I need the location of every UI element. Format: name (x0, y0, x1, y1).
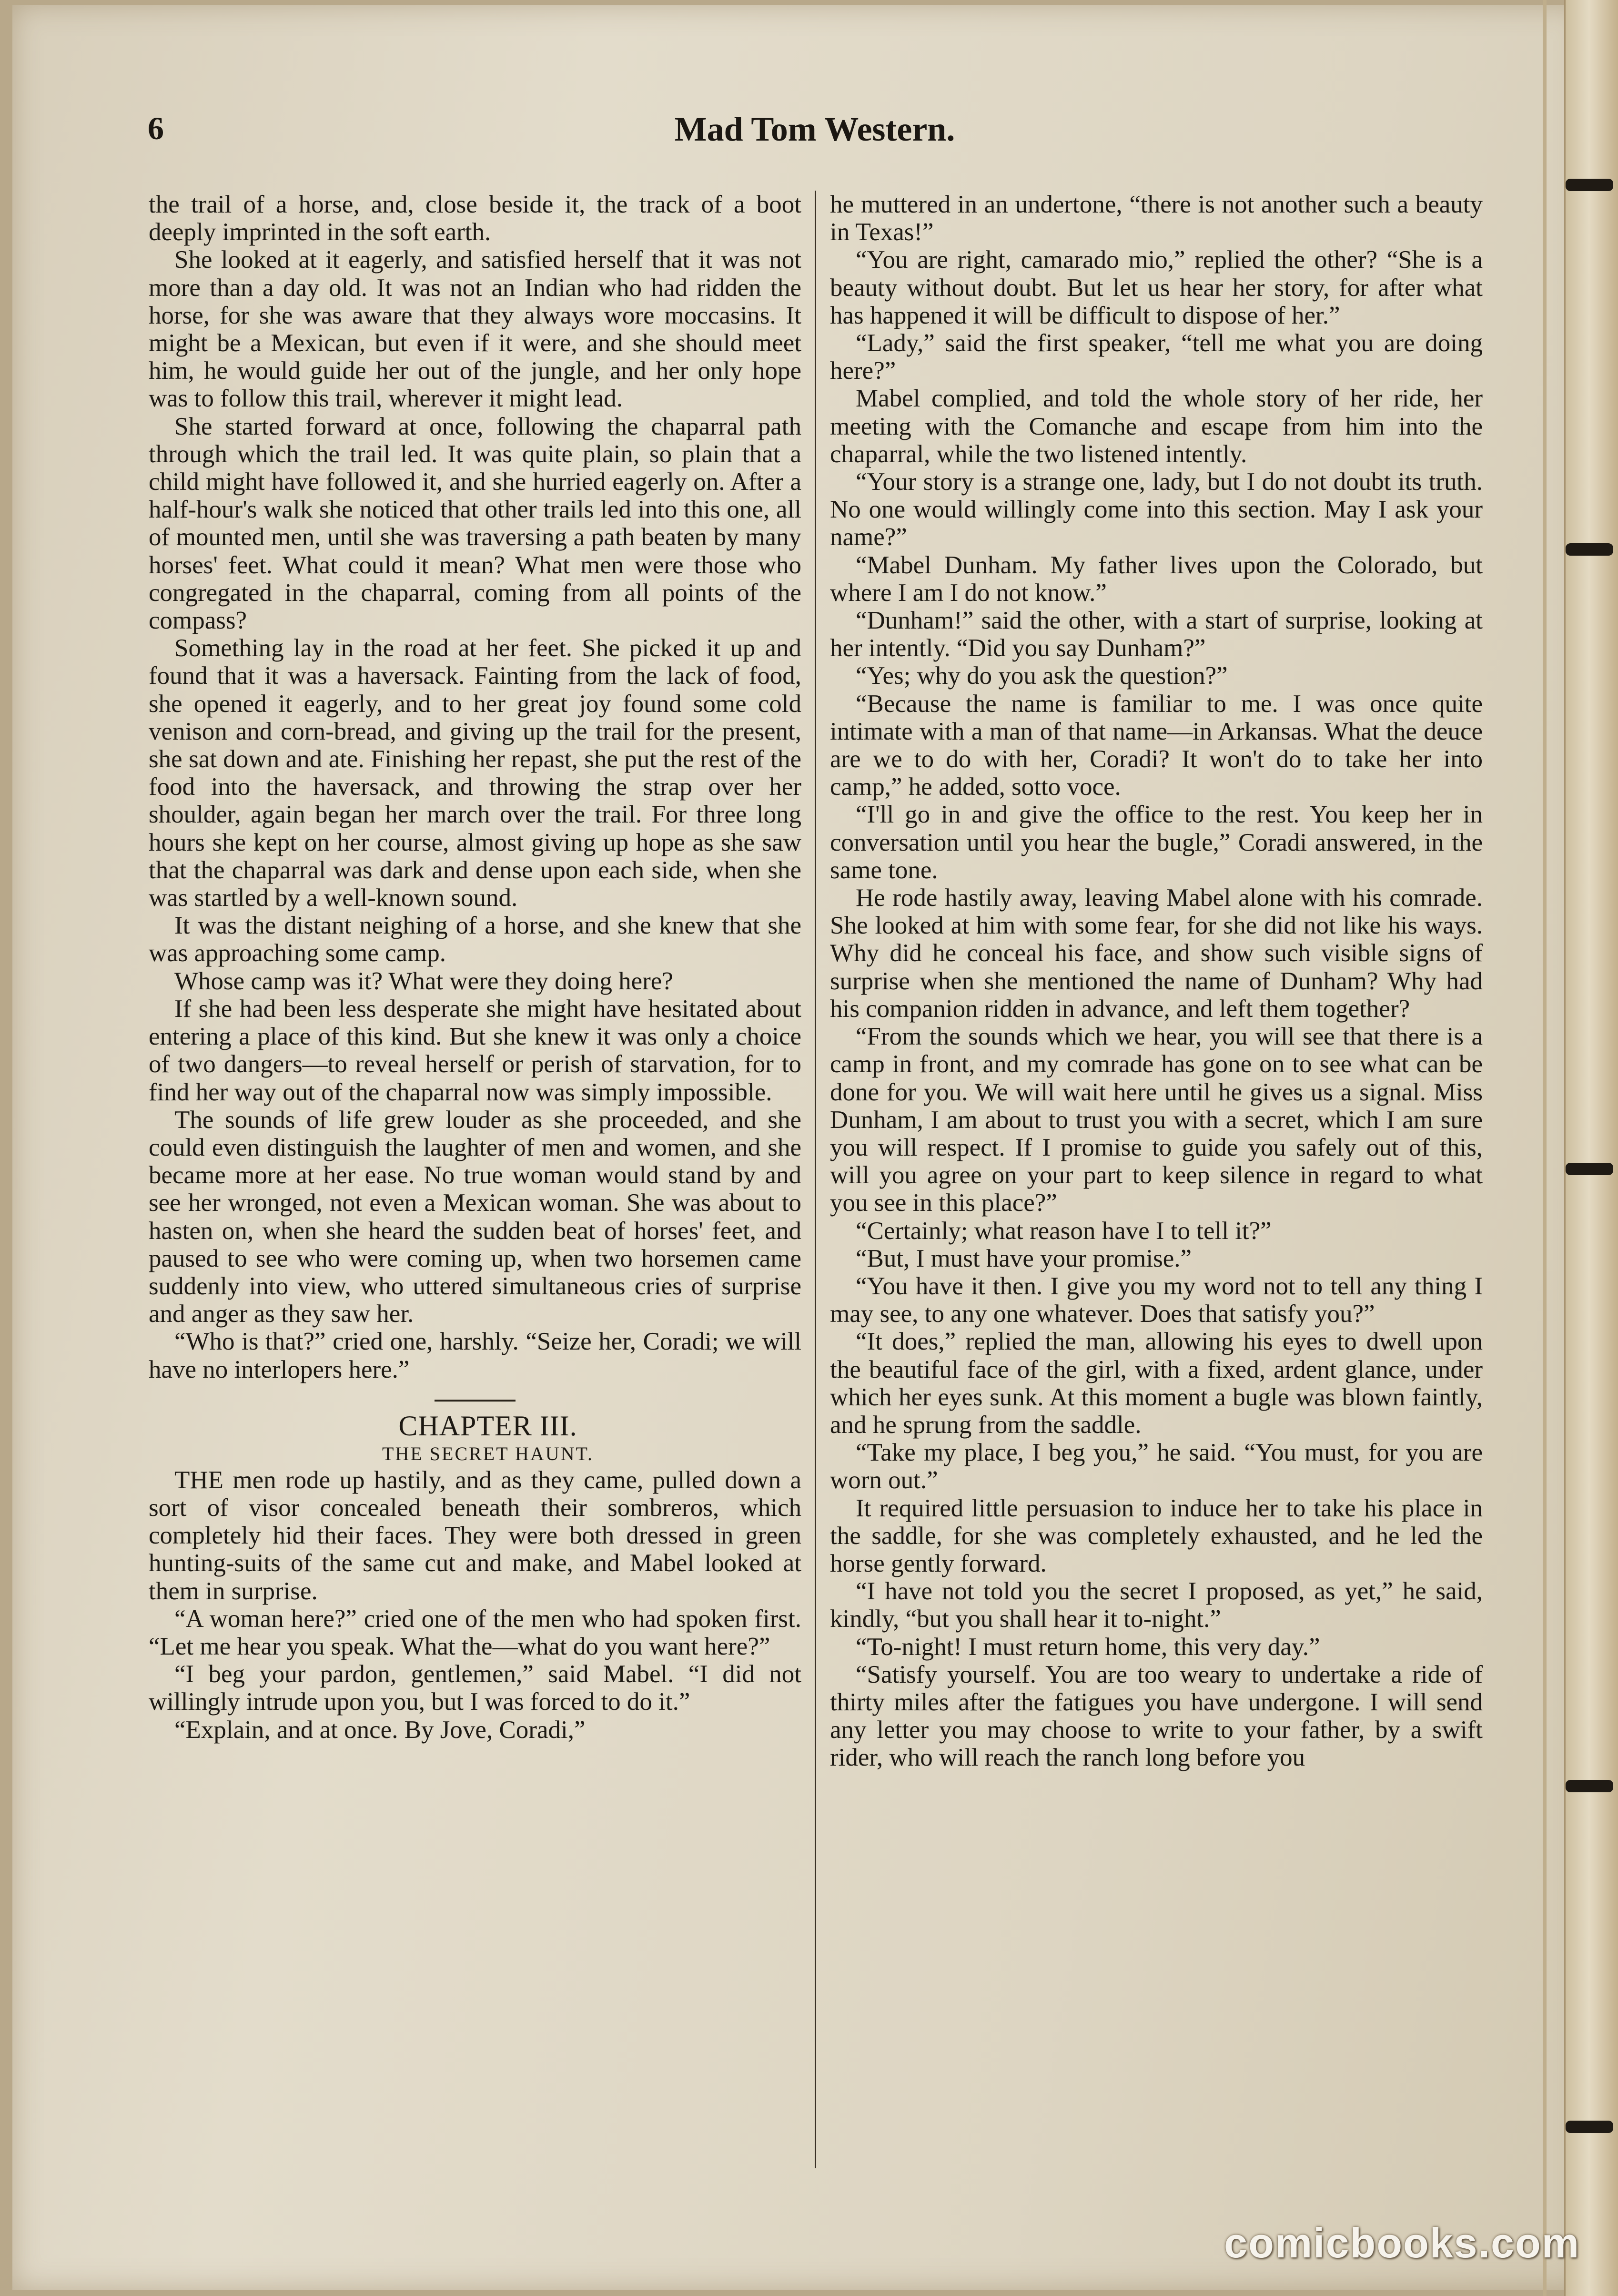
column-divider (815, 191, 816, 2168)
binding-stitch (1566, 179, 1613, 191)
paragraph: “Yes; why do you ask the question?” (856, 662, 1228, 690)
binding-stitch (1566, 1163, 1613, 1175)
chapter-rule (435, 1400, 516, 1402)
paragraph: “Who is that?” cried one, harshly. “Seize her, Coradi; we will have no interlopers here.” (149, 1328, 801, 1383)
paragraph: “I'll go in and give the office to the rest. You keep her in conversation until you hear the bugle,” Coradi answered, in the same tone. (830, 801, 1483, 884)
paragraph: It was the distant neighing of a horse, and she knew that she was approaching some camp. (149, 912, 801, 967)
paragraph: “You are right, camarado mio,” replied the other? “She is a beauty without doubt. But let us hear her story, for after what has happened it will be difficult to dispose of her.” (830, 246, 1483, 329)
paragraph: “It does,” replied the man, allowing his eyes to dwell upon the beautiful face of the girl, with a fixed, ardent glance, under which her eyes sunk. At this moment a bugle was blown faintly, and he sprung from the saddle. (830, 1328, 1483, 1439)
paragraph: “From the sounds which we hear, you will see that there is a camp in front, and my comrade has gone on to see what can be done for you. We will wait here until he gives us a signal. Miss Dunham, I am about to trust you with a secret, which I am sure you will respect. If I promise to guide you safely out of this, will you agree on your part to keep silence in regard to what you see in this place?” (830, 1023, 1483, 1217)
paragraph: She looked at it eagerly, and satisfied herself that it was not more than a day old. It was not an Indian who had ridden the horse, for she was aware that they always wore moccasins. It might be a Mexican, but even if it were, and she should meet him, he would guide her out of the jungle, and her only hope was to follow this trail, wherever it might lead. (149, 246, 801, 413)
paragraph: It required little persuasion to induce her to take his place in the saddle, for she was completely exhausted, and he led the horse gently forward. (830, 1494, 1483, 1577)
paragraph: “Dunham!” said the other, with a start of surprise, looking at her intently. “Did you say Dunham?” (830, 607, 1483, 662)
binding-stitch (1566, 1780, 1613, 1792)
paragraph: “I beg your pardon, gentlemen,” said Mabel. “I did not willingly intrude upon you, but I was forced to do it.” (149, 1660, 801, 1716)
page-header (148, 110, 1482, 157)
chapter-subtitle: THE SECRET HAUNT. (382, 1443, 594, 1464)
paragraph: Mabel complied, and told the whole story of her ride, her meeting with the Comanche and escape from him into the chaparral, while the two listened intently. (830, 385, 1483, 468)
paragraph: “Certainly; what reason have I to tell it?” (856, 1217, 1272, 1245)
spine-edge (1543, 0, 1547, 2296)
paragraph: He rode hastily away, leaving Mabel alone with his comrade. She looked at him with some fear, for she did not like his ways. Why did he conceal his face, and show such visible signs of surprise when she mentioned the name of Dunham? Why had his companion ridden in advance, and left them together? (830, 884, 1483, 1023)
paragraph: “Your story is a strange one, lady, but I do not doubt its truth. No one would willingly come into this section. May I ask your name?” (830, 468, 1483, 551)
right-column (830, 191, 1483, 1772)
watermark: comicbooks.com (1224, 2219, 1580, 2266)
paragraph: “But, I must have your promise.” (856, 1244, 1192, 1272)
paragraph: the trail of a horse, and, close beside it, the track of a boot deeply imprinted in the soft earth. (149, 191, 801, 246)
paragraph: “Lady,” said the first speaker, “tell me what you are doing here?” (830, 329, 1483, 385)
page-number: 6 (148, 110, 164, 146)
paragraph: If she had been less desperate she might have hesitated about entering a place of this kind. But she knew it was only a choice of two dangers—to reveal herself or perish of starvation, for to find her way out of the chaparral now was simply impossible. (149, 995, 801, 1106)
left-column (149, 191, 801, 1744)
binding-stitch (1566, 2121, 1613, 2133)
paragraph: “Mabel Dunham. My father lives upon the Colorado, but where I am I do not know.” (830, 551, 1483, 607)
paragraph: “Because the name is familiar to me. I was once quite intimate with a man of that name—in Arkansas. What the deuce are we to do with her, Coradi? It won't do to take her into camp,” he added, sotto voce. (830, 690, 1483, 801)
paragraph: She started forward at once, following the chaparral path through which the trail led. It was quite plain, so plain that a child might have followed it, and she hurried eagerly on. After a half-hour's walk she noticed that other trails led into this one, all of mounted men, until she was traversing a path beaten by many horses' feet. What could it mean? What men were those who congregated in the chaparral, coming from all points of the compass? (149, 412, 801, 635)
paragraph: “Explain, and at once. By Jove, Coradi,” (174, 1716, 586, 1744)
paragraph: Whose camp was it? What were they doing here? (174, 967, 673, 995)
chapter-title: CHAPTER III. (398, 1410, 577, 1442)
paragraph: THE men rode up hastily, and as they came, pulled down a sort of visor concealed beneath their sombreros, which completely hid their faces. They were both dressed in green hunting-suits of the same cut and make, and Mabel looked at them in surprise. (149, 1466, 801, 1605)
paragraph: The sounds of life grew louder as she proceeded, and she could even distinguish the laughter of men and women, and she became more at her ease. No true woman would stand by and see her wronged, not even a Mexican woman. She was about to hasten on, when she heard the sudden beat of horses' feet, and paused to see who were coming up, when two horsemen came suddenly into view, who uttered simultaneous cries of surprise and anger as they saw her. (149, 1106, 801, 1328)
running-title: Mad Tom Western. (674, 110, 955, 148)
binding-stitch (1566, 543, 1613, 556)
paragraph: “Satisfy yourself. You are too weary to undertake a ride of thirty miles after the fatigues you have undergone. I will send any letter you may choose to write to your father, by a swift rider, who will reach the ranch long before you (830, 1660, 1483, 1772)
paragraph: “A woman here?” cried one of the men who had spoken first. “Let me hear you speak. What the—what do you want here?” (149, 1605, 801, 1660)
paragraph: “You have it then. I give you my word not to tell any thing I may see, to any one whatever. Does that satisfy you?” (830, 1272, 1483, 1328)
binding-spine (1564, 0, 1618, 2296)
paragraph: “I have not told you the secret I proposed, as yet,” he said, kindly, “but you shall hear it to-night.” (830, 1577, 1483, 1633)
paragraph: “To-night! I must return home, this very day.” (856, 1633, 1320, 1661)
paragraph: he muttered in an undertone, “there is not another such a beauty in Texas!” (830, 191, 1483, 246)
paragraph: Something lay in the road at her feet. She picked it up and found that it was a haversack. Fainting from the lack of food, she opened it eagerly, and to her great joy found some cold venison and corn-bread, and giving up the trail for the present, she sat down and ate. Finishing her repast, she put the rest of the food into the haversack, and throwing the strap over her shoulder, again began her march over the trail. For three long hours she kept on her course, almost giving up hope as she saw that the chaparral was dark and dense upon each side, when she was startled by a well-known sound. (149, 634, 801, 912)
paragraph: “Take my place, I beg you,” he said. “You must, for you are worn out.” (830, 1439, 1483, 1494)
